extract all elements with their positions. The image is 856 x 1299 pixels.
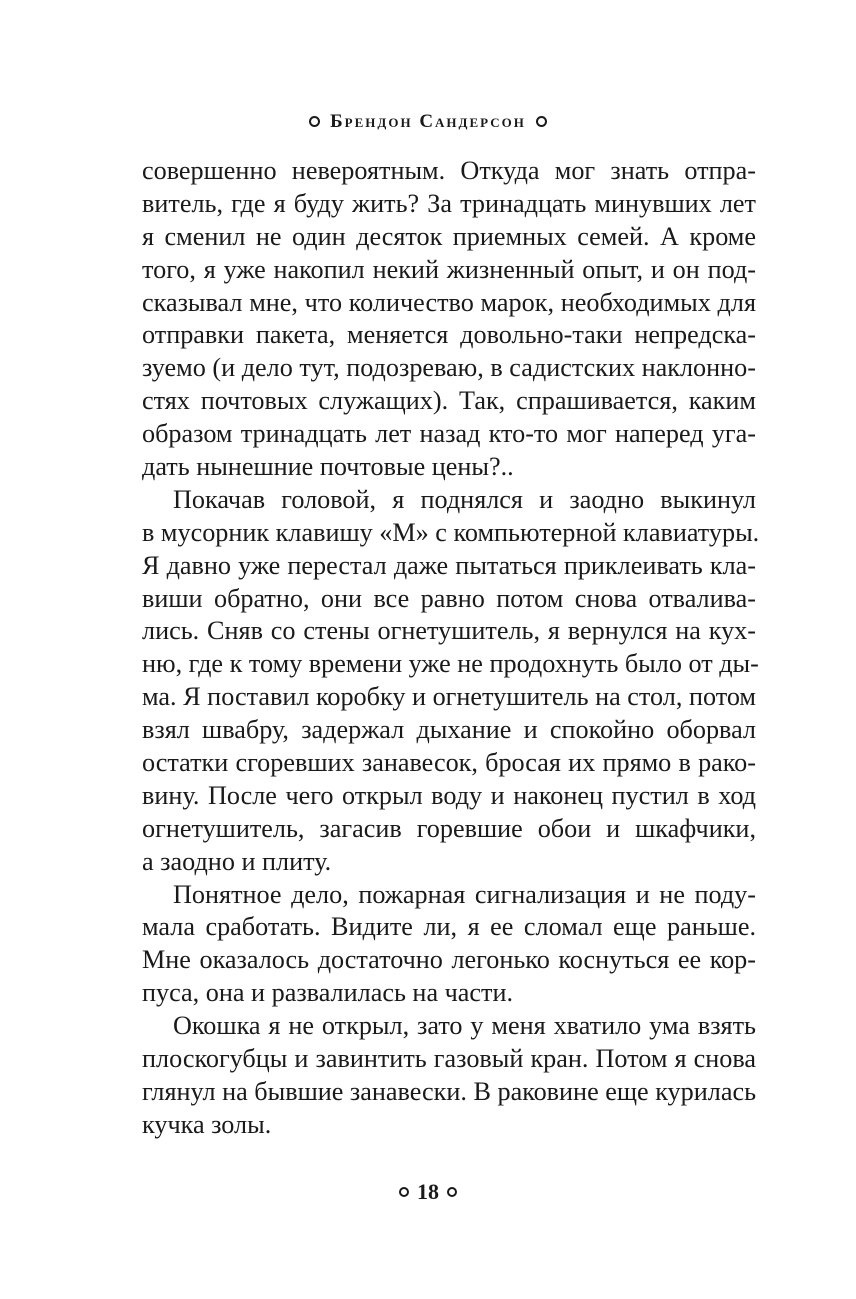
page-footer <box>0 1178 856 1206</box>
ornament-dot-right <box>536 116 547 127</box>
running-title: Брендон Сандерсон <box>330 111 526 132</box>
page-number: 18 <box>417 1179 439 1204</box>
text-line: пуса, она и развалилась на части. <box>142 978 514 1008</box>
text-line: совершенно невероятным. Откуда мог знать отпра- <box>142 156 756 185</box>
page-body <box>142 155 760 1142</box>
text-line: образом тринадцать лет назад кто-то мог наперед уга- <box>142 419 756 449</box>
text-line: Мне оказалось достаточно легонько коснуться ее кор- <box>142 945 756 975</box>
text-line: а заодно и плиту. <box>142 846 332 876</box>
text-line: взял швабру, задержал дыхание и спокойно оборвал <box>142 715 756 745</box>
text-line: сказывал мне, что количество марок, необходимых для <box>142 287 756 317</box>
running-header <box>0 108 856 136</box>
text-line: того, я уже накопил некий жизненный опыт, и он под- <box>142 254 756 284</box>
text-line: виши обратно, они все равно потом снова отвалива- <box>142 583 756 613</box>
text-line: ма. Я поставил коробку и огнетушитель на стол, потом <box>142 682 756 712</box>
text-line: зуемо (и дело тут, подозреваю, в садистских наклонно- <box>142 353 756 383</box>
text-line: кучка золы. <box>142 1109 272 1139</box>
text-line: остатки сгоревших занавесок, бросая их прямо в рако- <box>142 748 756 778</box>
text-line: ню, где к тому времени уже не продохнуть было от ды- <box>142 649 759 679</box>
text-line: я сменил не один десяток приемных семей. А кроме <box>142 221 756 251</box>
text-line: стях почтовых служащих). Так, спрашивается, каким <box>142 386 756 416</box>
text-line: плоскогубцы и завинтить газовый кран. Потом я снова <box>142 1044 756 1074</box>
text-line: вину. После чего открыл воду и наконец пустил в ход <box>142 780 756 810</box>
text-line: огнетушитель, загасив горевшие обои и шкафчики, <box>142 813 756 843</box>
ornament-dot-left <box>309 116 320 127</box>
text-line: отправки пакета, меняется довольно-таки непредска- <box>142 320 756 350</box>
text-line: Окошка я не открыл, зато у меня хватило ума взять <box>173 1011 756 1041</box>
text-line: глянул на бывшие занавески. В раковине еще курилась <box>142 1076 757 1106</box>
text-line: дать нынешние почтовые цены?.. <box>142 452 514 482</box>
text-line: мала сработать. Видите ли, я ее сломал еще раньше. <box>142 912 756 942</box>
text-line: лись. Сняв со стены огнетушитель, я вернулся на кух- <box>142 616 756 646</box>
ornament-dot-right <box>447 1187 457 1197</box>
text-line: в мусорник клавишу «М» с компьютерной клавиатуры. <box>142 517 760 547</box>
text-line: Покачав головой, я поднялся и заодно выкинул <box>173 484 756 514</box>
text-line: Понятное дело, пожарная сигнализация и не поду- <box>173 879 756 909</box>
ornament-dot-left <box>399 1187 409 1197</box>
text-line: Я давно уже перестал даже пытаться приклеивать кла- <box>142 550 756 580</box>
text-line: витель, где я буду жить? За тринадцать минувших лет <box>142 188 756 218</box>
